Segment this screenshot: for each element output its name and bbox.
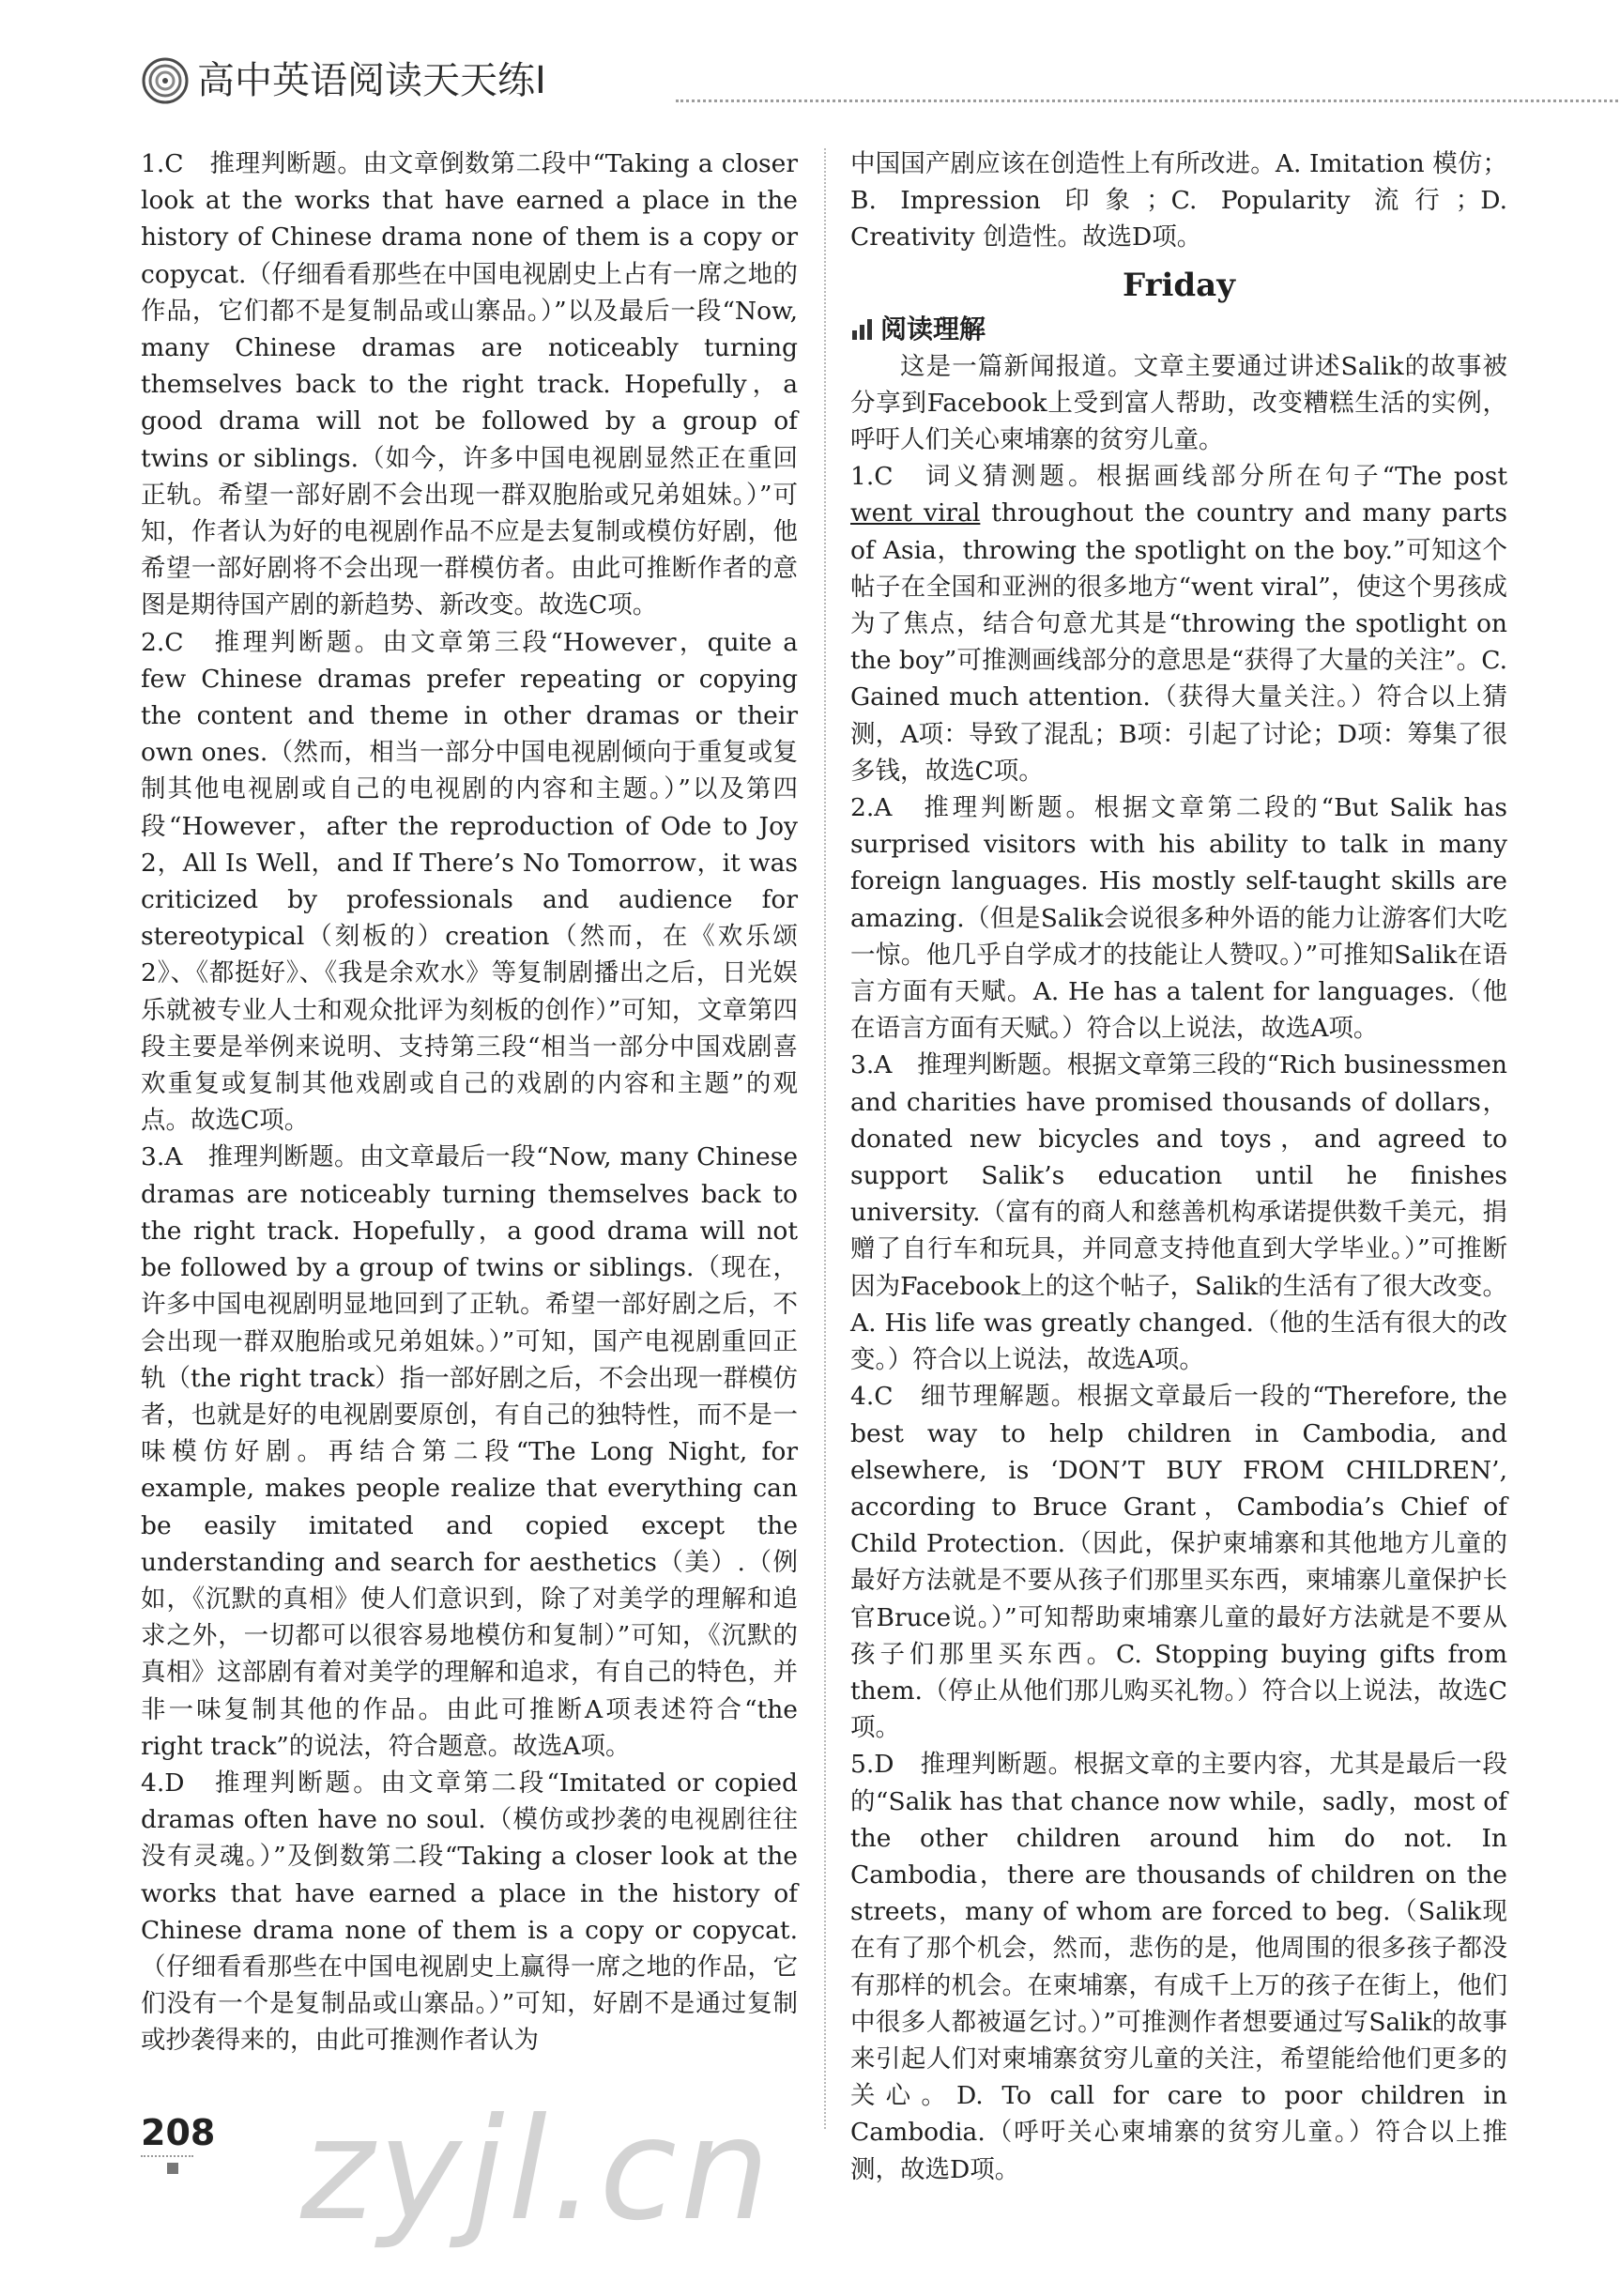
passage-summary: 这是一篇新闻报道。文章主要通过讲述Salik的故事被分享到Facebook上受到富人帮助，改变糟糕生活的实例，呼吁人们关心柬埔寨的贫穷儿童。 bbox=[850, 351, 1507, 455]
page-marker bbox=[167, 2163, 178, 2174]
friday-answer-item-4: 4.C 细节理解题。根据文章最后一段的“Therefore, the best way to help children in Cambodia, and elsewhere, is ‘DON’T BUY FROM CHILDREN’, according to Bruce Grant，Cambodia’s Chief of Child Protection.（因此，保护柬埔寨和其他地方儿童的最好方法就是不要从孩子们那里买东西，柬埔寨儿童保护长官Bruce说。）”可知帮助柬埔寨儿童的最好方法就是不要从孩子们那里买东西。C. Stopping buying gifts from them.（停止从他们那儿购买礼物。）符合以上说法，故选C项。 bbox=[850, 1382, 1507, 1743]
subsection-heading bbox=[850, 311, 1507, 348]
answer-item-4-continuation: 中国国产剧应该在创造性上有所改进。A. Imitation 模仿；B. Impression 印象；C. Popularity 流行；D. Creativity 创造性。故选D项。 bbox=[850, 149, 1507, 253]
page-header bbox=[141, 49, 1483, 124]
section-title-friday: Friday bbox=[1123, 266, 1235, 304]
answer-item-2: 2.C 推理判断题。由文章第三段“However，quite a few Chinese dramas prefer repeating or copying the content and theme in other dramas or their own ones.（然而，相当一部分中国电视剧倾向于重复或复制其他电视剧或自己的电视剧的内容和主题。）”以及第四段“However，after the reproduction of Ode to Joy 2，All Is Well，and If There’s No Tomorrow，it was criticized by professionals and audience for stereotypical（刻板的）creation（然而，在《欢乐颂2》、《都挺好》、《我是余欢水》等复制剧播出之后，日光娱乐就被专业人士和观众批评为刻板的创作）”可知，文章第四段主要是举例来说明、支持第三段“相当一部分中国戏剧喜欢重复或复制其他戏剧或自己的戏剧的内容和主题”的观点。故选C项。 bbox=[141, 627, 798, 1136]
header-rule bbox=[676, 99, 1620, 102]
left-column bbox=[141, 145, 798, 2059]
friday-answer-item-1: 1.C 词义猜测题。根据画线部分所在句子“The post went viral throughout the country and many parts of Asia，throwing the spotlight on the boy.”可知这个帖子在全国和亚洲的很多地方“went viral”，使这个男孩成为了焦点，结合句意尤其是“throwing the spotlight on the boy”可推测画线部分的意思是“获得了大量的关注”。C. Gained much attention.（获得大量关注。）符合以上猜测，A项：导致了混乱；B项：引起了讨论；D项：筹集了很多钱，故选C项。 bbox=[850, 462, 1507, 786]
friday-answer-item-5: 5.D 推理判断题。根据文章的主要内容，尤其是最后一段的“Salik has that chance now while，sadly，most of the other children around him do not. In Cambodia，there are thousands of children on the streets，many of whom are forced to beg.（Salik现在有了那个机会，然而，悲伤的是，他周围的很多孩子都没有那样的机会。在柬埔寨，有成千上万的孩子在街上，他们中很多人都被逼乞讨。）”可推测作者想要通过写Salik的故事来引起人们对柬埔寨贫穷儿童的关注，希望能给他们更多的关心。D. To call for care to poor children in Cambodia.（呼吁关心柬埔寨的贫穷儿童。）符合以上推测，故选D项。 bbox=[850, 1750, 1507, 2184]
friday-answer-item-2: 2.A 推理判断题。根据文章第二段的“But Salik has surprised visitors with his ability to talk in many foreign languages. His mostly self-taught skills are amazing.（但是Salik会说很多种外语的能力让游客们大吃一惊。他几乎自学成才的技能让人赞叹。）”可推知Salik在语言方面有天赋。A. He has a talent for languages.（他在语言方面有天赋。）符合以上说法，故选A项。 bbox=[850, 793, 1507, 1044]
book-title: 高中英语阅读天天练Ⅰ bbox=[197, 59, 546, 102]
page-number-rule bbox=[141, 2155, 193, 2157]
friday-answer-item-3: 3.A 推理判断题。根据文章第三段的“Rich businessmen and charities have promised thousands of dollars，donated new bicycles and toys，and agreed to support Salik’s education until he finishes university.（富有的商人和慈善机构承诺提供数千美元，捐赠了自行车和玩具，并同意支持他直到大学毕业。）”可推断因为Facebook上的这个帖子，Salik的生活有了很大改变。A. His life was greatly changed.（他的生活有很大的改变。）符合以上说法，故选A项。 bbox=[850, 1050, 1507, 1375]
page-number: 208 bbox=[141, 2112, 216, 2153]
right-column bbox=[850, 145, 1507, 2188]
answer-item-1: 1.C 推理判断题。由文章倒数第二段中“Taking a closer look at the works that have earned a place in the history of Chinese drama none of them is a copy or copycat.（仔细看看那些在中国电视剧史上占有一席之地的作品，它们都不是复制品或山寨品。）”以及最后一段“Now, many Chinese dramas are noticeably turning themselves back to the right track. Hopefully，a good drama will not be followed by a group of twins or siblings.（如今，许多中国电视剧显然正在重回正轨。希望一部好剧不会出现一群双胞胎或兄弟姐妹。）”可知，作者认为好的电视剧作品不应是去复制或模仿好剧，他希望一部好剧将不会出现一群模仿者。由此可推断作者的意图是期待国产剧的新趋势、新改变。故选C项。 bbox=[141, 149, 798, 620]
spiral-logo-icon bbox=[141, 56, 190, 105]
answer-item-4: 4.D 推理判断题。由文章第二段“Imitated or copied dramas often have no soul.（模仿或抄袭的电视剧往往没有灵魂。）”及倒数第二段“Taking a closer look at the works that have earned a place in the history of Chinese drama none of them is a copy or copycat.（仔细看看那些在中国电视剧史上赢得一席之地的作品，它们没有一个是复制品或山寨品。）”可知，好剧不是通过复制或抄袭得来的，由此可推测作者认为 bbox=[141, 1768, 798, 2056]
answer-item-3: 3.A 推理判断题。由文章最后一段“Now, many Chinese dramas are noticeably turning themselves back to the right track. Hopefully，a good drama will not be followed by a group of twins or siblings.（现在，许多中国电视剧明显地回到了正轨。希望一部好剧之后，不会出现一群双胞胎或兄弟姐妹。）”可知，国产电视剧重回正轨（the right track）指一部好剧之后，不会出现一群模仿者，也就是好的电视剧要原创，有自己的独特性，而不是一味模仿好剧。再结合第二段“The Long Night, for example, makes people realize that everything can be easily imitated and copied except the understanding and search for aesthetics（美）.（例如，《沉默的真相》使人们意识到，除了对美学的理解和追求之外，一切都可以很容易地模仿和复制）”可知，《沉默的真相》这部剧有着对美学的理解和追求，有自己的特色，并非一味复制其他的作品。由此可推断A项表述符合“the right track”的说法，符合题意。故选A项。 bbox=[141, 1142, 798, 1761]
subsection-title: 阅读理解 bbox=[880, 313, 986, 344]
underlined-phrase: went viral bbox=[850, 498, 981, 528]
column-divider bbox=[824, 148, 826, 2129]
bars-icon bbox=[850, 317, 875, 342]
watermark: zyjl.cn bbox=[300, 2089, 774, 2252]
